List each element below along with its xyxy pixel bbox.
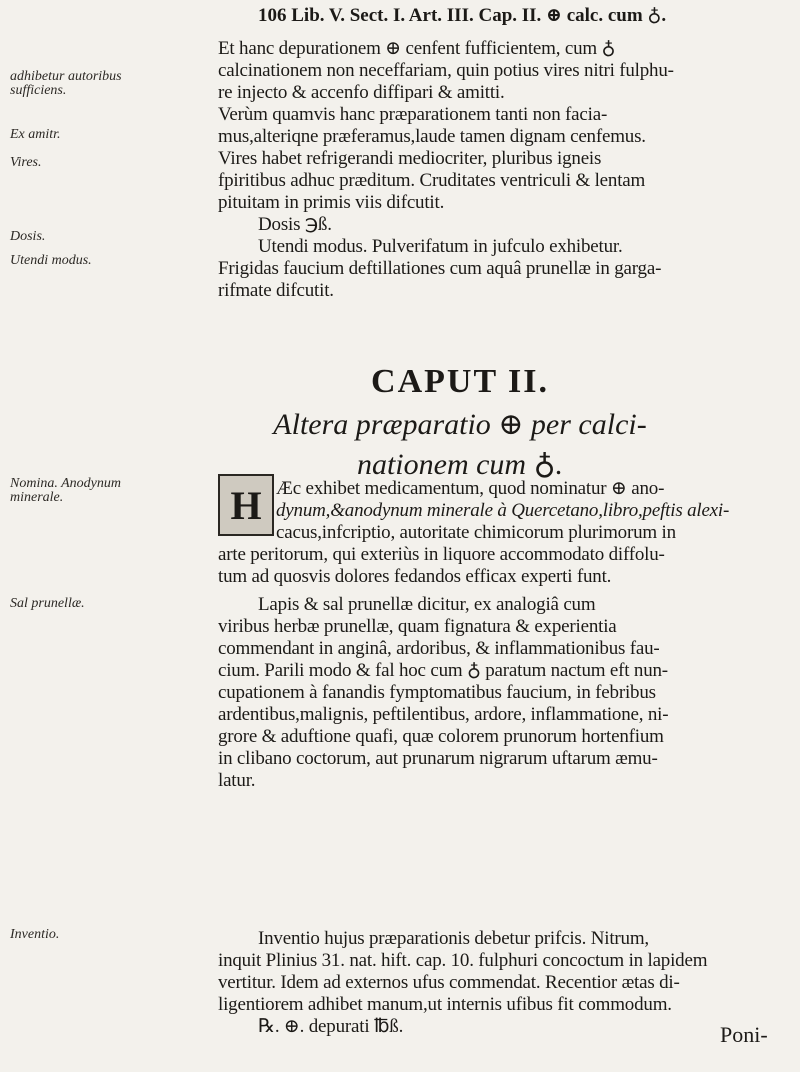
body-line: ℞. ⊕. depurati ℔ß.	[258, 1016, 404, 1037]
margin-note-amitr: Ex amitr.	[10, 127, 61, 142]
catchword: Poni-	[720, 1022, 768, 1047]
body-line: ardentibus,malignis, peftilentibus, ardore, inflammatione, ni-	[218, 704, 669, 725]
drop-cap: H	[218, 474, 274, 536]
body-line: dynum,&anodynum minerale à Quercetano,libro,peftis alexi-	[276, 500, 730, 521]
body-line: calcinationem non neceffariam, quin potius vires nitri fulphu-	[218, 60, 674, 81]
body-line: Vires habet refrigerandi mediocriter, pluribus igneis	[218, 148, 602, 169]
body-line: Frigidas faucium deftillationes cum aquâ prunellæ in garga-	[218, 258, 662, 279]
body-line: arte peritorum, qui exteriùs in liquore accommodato diffolu-	[218, 544, 665, 565]
body-line: mus,alteriqne præferamus,laude tamen dignam cenfemus.	[218, 126, 646, 147]
margin-note-vires: Vires.	[10, 155, 42, 170]
margin-note-dosis: Dosis.	[10, 229, 46, 244]
body-line: Æc exhibet medicamentum, quod nominatur ⊕ ano-	[276, 478, 665, 499]
body-line: pituitam in primis viis difcutit.	[218, 192, 445, 213]
body-line: grore & aduftione quafi, quæ colorem prunorum hortenfium	[218, 726, 664, 747]
body-line: Verùm quamvis hanc præparationem tanti non facia-	[218, 104, 608, 125]
body-line: Dosis ℈ß.	[258, 214, 332, 235]
chapter-title-line-1: Altera præparatio ⊕ per calci-	[273, 408, 647, 441]
body-line: vertitur. Idem ad externos ufus commendat. Recentior ætas di-	[218, 972, 680, 993]
body-line: tum ad quosvis dolores fedandos efficax experti funt.	[218, 566, 612, 587]
margin-note-nomina: Nomina. Anodynum minerale.	[10, 476, 121, 505]
body-line: Inventio hujus præparationis debetur prifcis. Nitrum,	[258, 928, 649, 949]
body-line: viribus herbæ prunellæ, quam fignatura & experientia	[218, 616, 617, 637]
body-line: Et hanc depurationem ⊕ cenfent fufficientem, cum ♁	[218, 38, 616, 59]
body-line: fpiritibus adhuc præditum. Cruditates ventriculi & lentam	[218, 170, 646, 191]
body-line: cupationem à fanandis fymptomatibus faucium, in febribus	[218, 682, 656, 703]
body-line: inquit Plinius 31. nat. hift. cap. 10. fulphuri concoctum in lapidem	[218, 950, 708, 971]
chapter-title-line-2: nationem cum ♁.	[356, 448, 564, 481]
body-line: latur.	[218, 770, 256, 791]
body-line: Utendi modus. Pulverifatum in jufculo exhibetur.	[258, 236, 623, 257]
body-line: commendant in anginâ, ardoribus, & inflammationibus fau-	[218, 638, 660, 659]
margin-note-inventio: Inventio.	[10, 927, 60, 942]
margin-note-autoribus: adhibetur autoribus sufficiens.	[10, 69, 122, 98]
chapter-number: CAPUT II.	[371, 363, 549, 400]
body-line: Lapis & sal prunellæ dicitur, ex analogiâ cum	[258, 594, 596, 615]
body-line: in clibano coctorum, aut prunarum nigrarum uftarum æmu-	[218, 748, 658, 769]
body-line: cium. Parili modo & fal hoc cum ♁ paratum nactum eft nun-	[218, 660, 668, 681]
body-line: rifmate difcutit.	[218, 280, 334, 301]
running-header: 106 Lib. V. Sect. I. Art. III. Cap. II. ⊕ calc. cum ♁.	[258, 5, 667, 26]
body-line: cacus,infcriptio, autoritate chimicorum plurimorum in	[276, 522, 676, 543]
body-line: re injecto & accenfo diffipari & amitti.	[218, 82, 505, 103]
margin-note-sal-prunellae: Sal prunellæ.	[10, 596, 85, 611]
margin-note-utendi: Utendi modus.	[10, 253, 92, 268]
body-line: ligentiorem adhibet manum,ut internis ufibus fit commodum.	[218, 994, 672, 1015]
